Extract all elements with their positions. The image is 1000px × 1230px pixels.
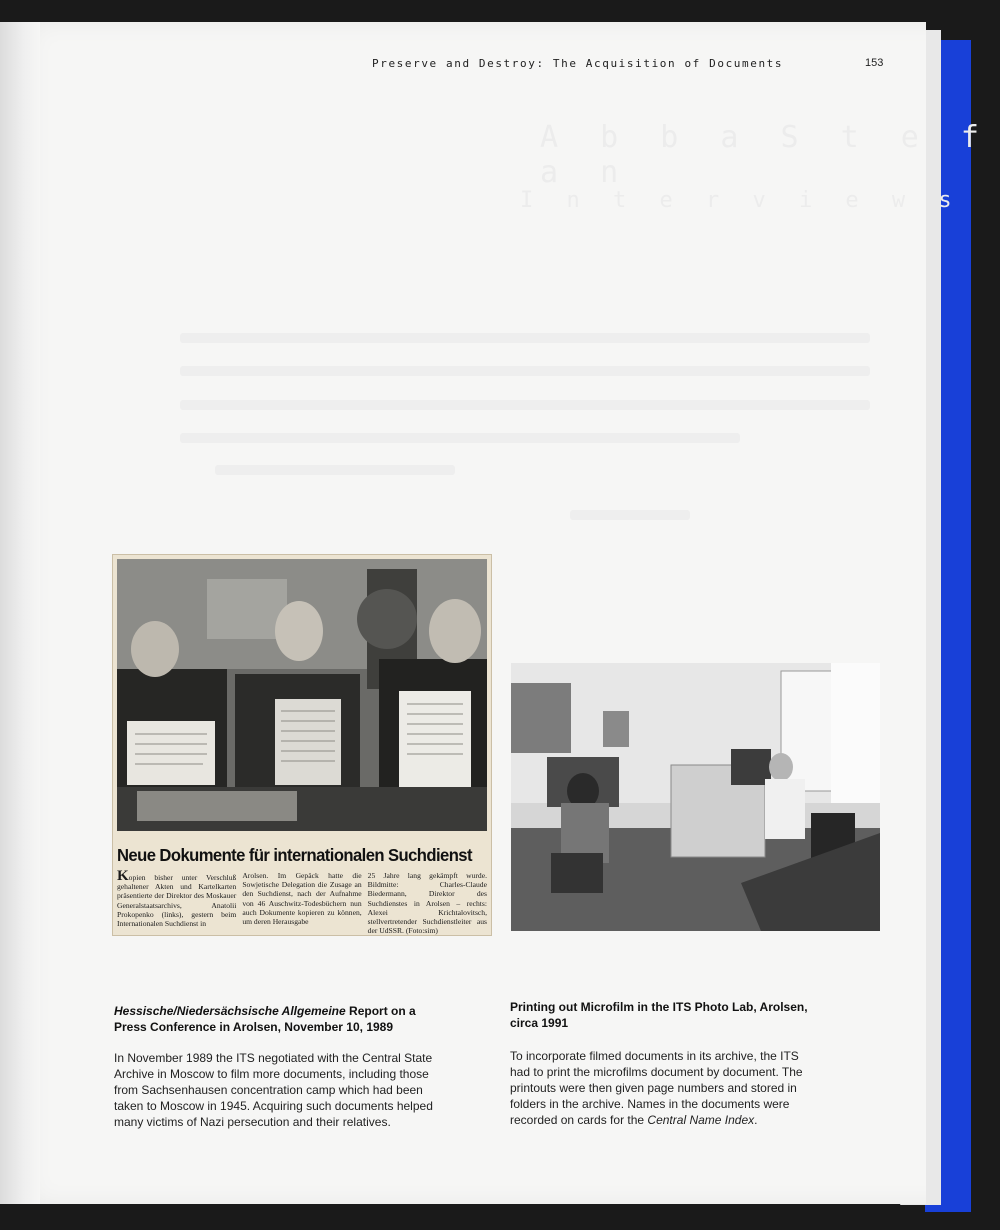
photo-lab-photo <box>511 663 880 931</box>
show-through-heading: A b b a S t e f a n <box>540 120 991 190</box>
clipping-headline: Neue Dokumente für internationalen Suchdienst <box>117 845 472 865</box>
clipping-column-1 <box>117 868 237 935</box>
caption-left-title <box>114 1003 444 1035</box>
clipping-column-1-text: opien bisher unter Verschluß gehaltener Akten und Kartelkarten präsentierte der Direktor des Moskauer Generalstaatsarchivs, Anatolii Prokopenko (links), gestern beim Internationalen Suchdienst in <box>117 873 237 929</box>
page-gutter <box>0 22 40 1204</box>
page-number: 153 <box>865 57 884 69</box>
caption-right-body-text: To incorporate filmed documents in its archive, the ITS had to print the microfilms document by document. The printouts were then given page numbers and stored in folders in the archive. Names in the documents were recorded on cards for the <box>510 1049 803 1127</box>
caption-left-title-rest: Report on a Press Conference in Arolsen, November 10, 1989 <box>114 1004 416 1034</box>
newspaper-clipping <box>112 554 492 936</box>
show-through-line <box>570 510 690 520</box>
press-conference-illustration <box>117 559 487 831</box>
caption-right-body-end: . <box>754 1113 758 1127</box>
running-head: Preserve and Destroy: The Acquisition of Documents <box>372 57 784 70</box>
caption-left-body: In November 1989 the ITS negotiated with the Central State Archive in Moscow to film more documents, including those from Sachsenhausen concentration camp which had been taken to Moscow in 1945. Acquiring such documents helped many victims of Nazi persecution and their relatives. <box>114 1051 433 1129</box>
press-conference-photo <box>117 559 487 831</box>
clipping-dropcap: K <box>117 868 129 884</box>
show-through-subheading: I n t e r v i e w s <box>520 188 962 213</box>
show-through-line <box>215 465 455 475</box>
show-through-line <box>180 433 740 443</box>
central-name-index: Central Name Index <box>647 1113 755 1127</box>
clipping-column-3: 25 Jahre lang gekämpft wurde. Bildmitte: Charles-Claude Biedermann, Direktor des Suchdienstes in Arolsen – rechts: Alexei Krichtalovitsch, stellvertretender Suchdienstleiter aus der UdSSR. (Foto:sim) <box>367 871 487 936</box>
show-through-line <box>180 366 870 376</box>
caption-right-title: Printing out Microfilm in the ITS Photo Lab, Arolsen, circa 1991 <box>510 1000 808 1030</box>
clipping-columns <box>117 868 487 936</box>
newspaper-name: Hessische/Niedersächsische Allgemeine <box>114 1004 346 1018</box>
show-through-line <box>180 333 870 343</box>
photo-lab-illustration <box>511 663 880 931</box>
show-through-line <box>180 400 870 410</box>
clipping-column-2: Arolsen. Im Gepäck hatte die Sowjetische Delegation die Zusage an den Suchdienst, nach der Aufnahme von 46 Auschwitz-Todesbüchern nun auch Dokumente kopieren zu können, um deren Herausgabe <box>242 871 362 927</box>
caption-right-body <box>510 1048 810 1128</box>
